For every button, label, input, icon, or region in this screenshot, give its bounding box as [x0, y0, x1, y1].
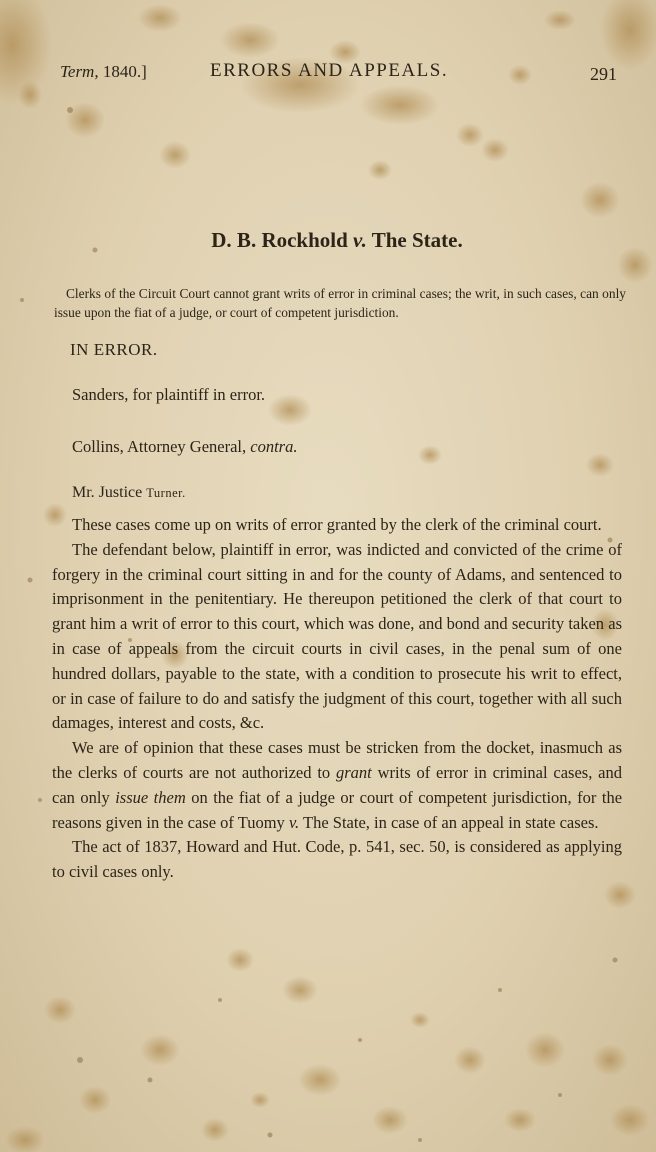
page-number: 291 — [590, 64, 617, 84]
opinion-author: Mr. Justice Turner. — [72, 484, 186, 501]
opinion-paragraph: The defendant below, plaintiff in error, was indicted and convicted of the crime of forgery in the criminal court sitting in and for the county of Adams, and sentenced to imprisonment in the penitentiary. He thereupon petitioned the clerk of that court to grant him a writ of error to this court, which was done, and bond and security taken as in case of appeals from the circuit courts in civil cases, in the penal sum of one hundred dollars, payable to the state, with a condition to prosecute his writ to effect, or in case of failure to do and satisfy the judgment of this court, together with all such damages, interest and costs, &c. — [52, 539, 622, 733]
opinion-paragraph: These cases come up on writs of error granted by the clerk of the criminal court. — [72, 515, 602, 534]
plaintiff-counsel: Sanders, for plaintiff in error. — [72, 385, 266, 404]
case-title: D. B. Rockhold v. The State. — [211, 228, 463, 252]
opinion-paragraph: The act of 1837, Howard and Hut. Code, p. 541, sec. 50, is considered as applying to civil cases only. — [52, 837, 622, 882]
running-header — [0, 58, 656, 92]
opinion-body — [52, 513, 622, 885]
term-label: Term, 1840.] — [60, 62, 147, 81]
opinion-paragraph: We are of opinion that these cases must be stricken from the docket, inasmuch as the clerks of courts are not authorized to grant writs of error in criminal cases, and can only issue them on the fiat of a judge or court of competent jurisdiction, for the reasons given in the case of Tuomy v. The State, in case of an appeal in state cases. — [52, 738, 623, 832]
defendant-counsel: Collins, Attorney General, contra. — [72, 437, 298, 456]
syllabus: Clerks of the Circuit Court cannot grant writs of error in criminal cases; the writ, in such cases, can only issue upon the fiat of a judge, or court of competent jurisdiction. — [54, 286, 626, 320]
running-title: ERRORS AND APPEALS. — [210, 60, 449, 81]
proceeding-heading: IN ERROR. — [70, 340, 158, 359]
